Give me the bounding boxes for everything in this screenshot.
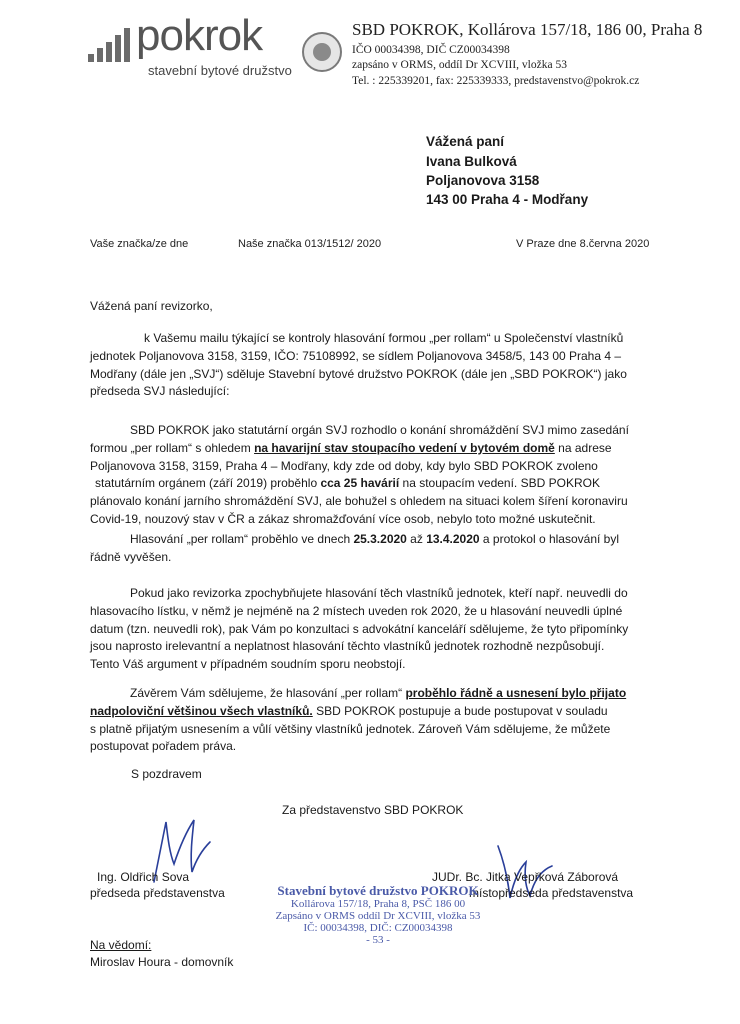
left-signatory-role: předseda představenstva xyxy=(90,886,225,900)
text-run: Závěrem Vám sdělujeme, že hlasování „per rollam“ xyxy=(130,686,406,700)
company-ids: IČO 00034398, DIČ CZ00034398 xyxy=(352,44,510,56)
text-run: SBD POKROK postupuje a bude postupovat v souladu xyxy=(312,703,608,718)
paragraph-line: k Vašemu mailu týkající se kontroly hlasování formou „per rollam“ u Společenství vlastníků xyxy=(144,331,624,345)
paragraph-2 xyxy=(90,422,629,529)
paragraph-line xyxy=(90,685,626,703)
logo-bars-icon xyxy=(88,26,138,62)
text-run: a protokol o hlasování byl xyxy=(479,532,619,546)
right-signatory-name: JUDr. Bc. Jitka Vepřková Záborová xyxy=(432,870,619,884)
recipient-street: Poljanovova 3158 xyxy=(426,173,540,188)
recipient-city: 143 00 Praha 4 - Modřany xyxy=(426,192,589,207)
paragraph-3 xyxy=(90,531,619,567)
our-reference: Naše značka 013/1512/ 2020 xyxy=(238,238,382,250)
paragraph-line xyxy=(90,475,629,493)
paragraph-line: předseda SVJ následující: xyxy=(90,384,230,399)
emphasis-text: nadpoloviční většinou všech vlastníků. xyxy=(90,703,313,718)
closing: S pozdravem xyxy=(131,767,202,781)
paragraph-line: Covid-19, nouzový stav v ČR a zákaz shromažďování více osob, nebylo toto možné uskutečnit. xyxy=(90,511,596,526)
copy-label: Na vědomí: xyxy=(90,938,152,952)
paragraph-line xyxy=(90,703,626,721)
stamp-line: Zapsáno v ORMS oddíl Dr XCVIII, vložka 53 xyxy=(275,910,481,922)
paragraph-line: Poljanovova 3158, 3159, Praha 4 – Modřany, kdy zde od doby, kdy bylo SBD POKROK zvoleno xyxy=(90,458,598,473)
paragraph-line: plánovalo konání jarního shromáždění SVJ, ale bohužel s ohledem na situaci kolem šíření koronaviru xyxy=(90,494,628,509)
greeting: Vážená paní revizorko, xyxy=(90,299,213,313)
your-reference: Vaše značka/ze dne xyxy=(90,238,189,250)
recipient-name: Ivana Bulková xyxy=(426,154,517,169)
text-run: na stoupacím vedení. SBD POKROK xyxy=(399,476,600,491)
paragraph-1 xyxy=(90,330,627,401)
paragraph-4 xyxy=(90,585,628,674)
place-date: V Praze dne 8.června 2020 xyxy=(516,238,650,250)
stamp-line: IČ: 00034398, DIČ: CZ00034398 xyxy=(303,922,453,934)
emphasis-text: na havarijní stav stoupacího vedení v bytovém domě xyxy=(254,440,555,455)
stamp-line: - 53 - xyxy=(366,934,390,946)
paragraph-line: s platně přijatým usnesením a vůlí většiny vlastníků jednotek. Zároveň Vám sdělujeme, že můžete xyxy=(90,721,611,736)
paragraph-line: jednotek Poljanovova 3158, 3159, IČO: 75108992, se sídlem Poljanovova 3458/5, 143 00 Praha 4 – xyxy=(90,348,622,363)
company-registry: zapsáno v ORMS, oddíl Dr XCVIII, vložka 53 xyxy=(352,59,567,71)
right-signatory-role: místopředseda představenstva xyxy=(469,886,634,900)
paragraph-line xyxy=(90,531,619,549)
emphasis-text: proběhlo řádně a usnesení bylo přijato xyxy=(405,686,627,700)
company-contact: Tel. : 225339201, fax: 225339333, predstavenstvo@pokrok.cz xyxy=(352,75,640,87)
text-run: až xyxy=(406,532,427,546)
paragraph-line: postupovat pořadem práva. xyxy=(90,739,237,754)
paragraph-line: hlasovacího lístku, v němž je nejméně na 2 místech uveden rok 2020, že u hlasování neuvedli úplné xyxy=(90,603,623,618)
left-signatory-name: Ing. Oldřich Sova xyxy=(97,870,190,884)
paragraph-line: datum (tzn. neuvedli rok), pak Vám po konzultaci s advokátní kanceláří sdělujeme, že tyto připomínky xyxy=(90,621,629,636)
recipient-salutation: Vážená paní xyxy=(426,134,505,149)
paragraph-line: jsou naprosto irelevantní a neplatnost hlasování těchto vlastníků jednotek rozhodně nezpůsobují. xyxy=(90,639,605,654)
board-signoff: Za představenstvo SBD POKROK xyxy=(282,803,464,817)
text-run: Hlasování „per rollam“ proběhlo ve dnech xyxy=(130,532,354,546)
paragraph-line: Modřany (dále jen „SVJ“) sděluje Stavební bytové družstvo POKROK (dále jen „SBD POKROK“) jako xyxy=(90,366,627,381)
company-address: SBD POKROK, Kollárova 157/18, 186 00, Praha 8 xyxy=(352,20,703,39)
text-run: statutárním orgánem (září 2019) proběhlo xyxy=(95,476,321,491)
paragraph-5 xyxy=(90,685,626,756)
company-stamp xyxy=(258,883,498,946)
paragraph-line: řádně vyvěšen. xyxy=(90,549,172,564)
paragraph-line: SBD POKROK jako statutární orgán SVJ rozhodlo o konání shromáždění SVJ mimo zasedání xyxy=(130,423,629,437)
text-run: na adrese xyxy=(554,440,612,455)
stamp-line: Kollárova 157/18, Praha 8, PSČ 186 00 xyxy=(290,898,466,910)
certification-seal-icon xyxy=(302,32,342,72)
copy-recipient: Miroslav Houra - domovník xyxy=(90,955,234,969)
text-run: formou „per rollam“ s ohledem xyxy=(90,440,255,455)
paragraph-line: Tento Váš argument v případném soudním sporu neobstojí. xyxy=(90,657,406,672)
company-logo: pokrok xyxy=(136,11,263,60)
paragraph-line: Pokud jako revizorka zpochybňujete hlasování těch vlastníků jednotek, kteří např. neuvedli do xyxy=(130,586,628,600)
logo-tagline: stavební bytové družstvo xyxy=(148,63,292,78)
date-start: 25.3.2020 xyxy=(353,532,407,546)
stamp-line: Stavební bytové družstvo POKROK xyxy=(277,883,479,898)
emphasis-text: cca 25 havárií xyxy=(320,476,400,491)
date-end: 13.4.2020 xyxy=(426,532,480,546)
paragraph-line xyxy=(90,440,629,458)
